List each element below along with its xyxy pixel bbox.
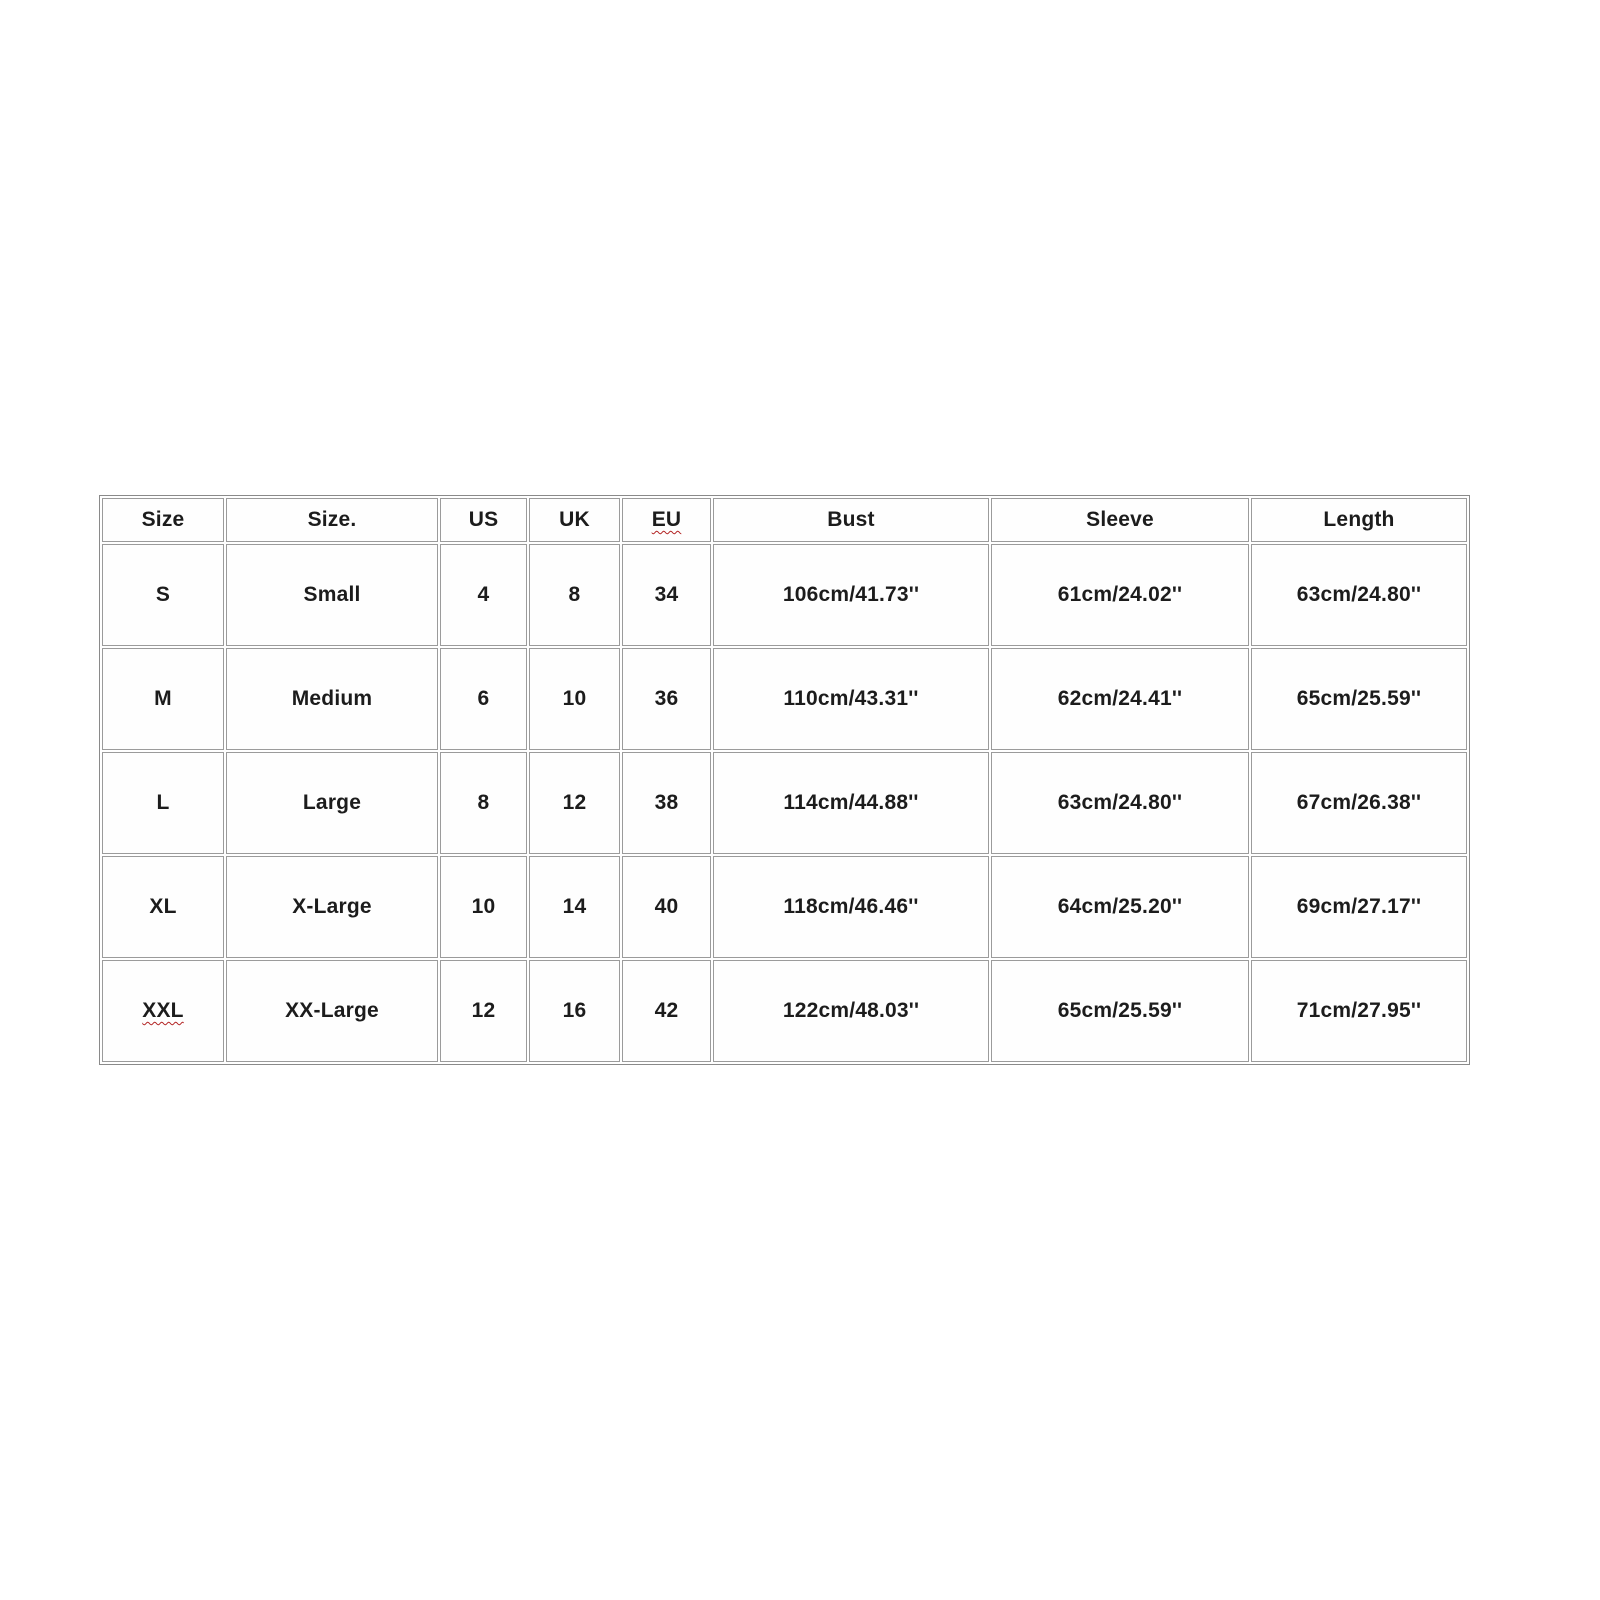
table-row-l (102, 752, 1467, 854)
cell-eu: 42 (622, 960, 711, 1062)
table-row-m (102, 648, 1467, 750)
cell-size-name: Medium (226, 648, 438, 750)
header-eu-label: EU (651, 508, 682, 531)
cell-us: 6 (440, 648, 527, 750)
cell-length: 67cm/26.38'' (1251, 752, 1467, 854)
cell-size: M (102, 648, 224, 750)
cell-bust: 110cm/43.31'' (713, 648, 989, 750)
cell-uk: 12 (529, 752, 620, 854)
size-chart (99, 495, 1457, 1065)
header-length: Length (1251, 498, 1467, 542)
cell-size: S (102, 544, 224, 646)
cell-sleeve: 62cm/24.41'' (991, 648, 1249, 750)
cell-eu: 34 (622, 544, 711, 646)
size-chart-table (99, 495, 1470, 1065)
header-uk: UK (529, 498, 620, 542)
cell-bust: 122cm/48.03'' (713, 960, 989, 1062)
cell-length: 69cm/27.17'' (1251, 856, 1467, 958)
header-eu (622, 498, 711, 542)
cell-size-name: Large (226, 752, 438, 854)
header-size: Size (102, 498, 224, 542)
cell-uk: 8 (529, 544, 620, 646)
cell-us: 12 (440, 960, 527, 1062)
cell-length: 71cm/27.95'' (1251, 960, 1467, 1062)
cell-size: XL (102, 856, 224, 958)
cell-uk: 10 (529, 648, 620, 750)
cell-us: 8 (440, 752, 527, 854)
cell-size-name: X-Large (226, 856, 438, 958)
cell-eu: 36 (622, 648, 711, 750)
header-bust: Bust (713, 498, 989, 542)
cell-sleeve: 63cm/24.80'' (991, 752, 1249, 854)
cell-size-label: XXL (142, 999, 184, 1022)
table-row-xxl (102, 960, 1467, 1062)
cell-bust: 118cm/46.46'' (713, 856, 989, 958)
cell-sleeve: 64cm/25.20'' (991, 856, 1249, 958)
cell-length: 65cm/25.59'' (1251, 648, 1467, 750)
cell-length: 63cm/24.80'' (1251, 544, 1467, 646)
table-row-xl (102, 856, 1467, 958)
header-size-name: Size. (226, 498, 438, 542)
table-header-row (102, 498, 1467, 542)
cell-sleeve: 61cm/24.02'' (991, 544, 1249, 646)
cell-size-name: Small (226, 544, 438, 646)
cell-bust: 114cm/44.88'' (713, 752, 989, 854)
table-row-s (102, 544, 1467, 646)
cell-us: 4 (440, 544, 527, 646)
cell-us: 10 (440, 856, 527, 958)
header-sleeve: Sleeve (991, 498, 1249, 542)
header-us: US (440, 498, 527, 542)
cell-size-name: XX-Large (226, 960, 438, 1062)
cell-size (102, 960, 224, 1062)
cell-uk: 16 (529, 960, 620, 1062)
cell-uk: 14 (529, 856, 620, 958)
cell-eu: 40 (622, 856, 711, 958)
cell-eu: 38 (622, 752, 711, 854)
cell-size: L (102, 752, 224, 854)
cell-sleeve: 65cm/25.59'' (991, 960, 1249, 1062)
cell-bust: 106cm/41.73'' (713, 544, 989, 646)
